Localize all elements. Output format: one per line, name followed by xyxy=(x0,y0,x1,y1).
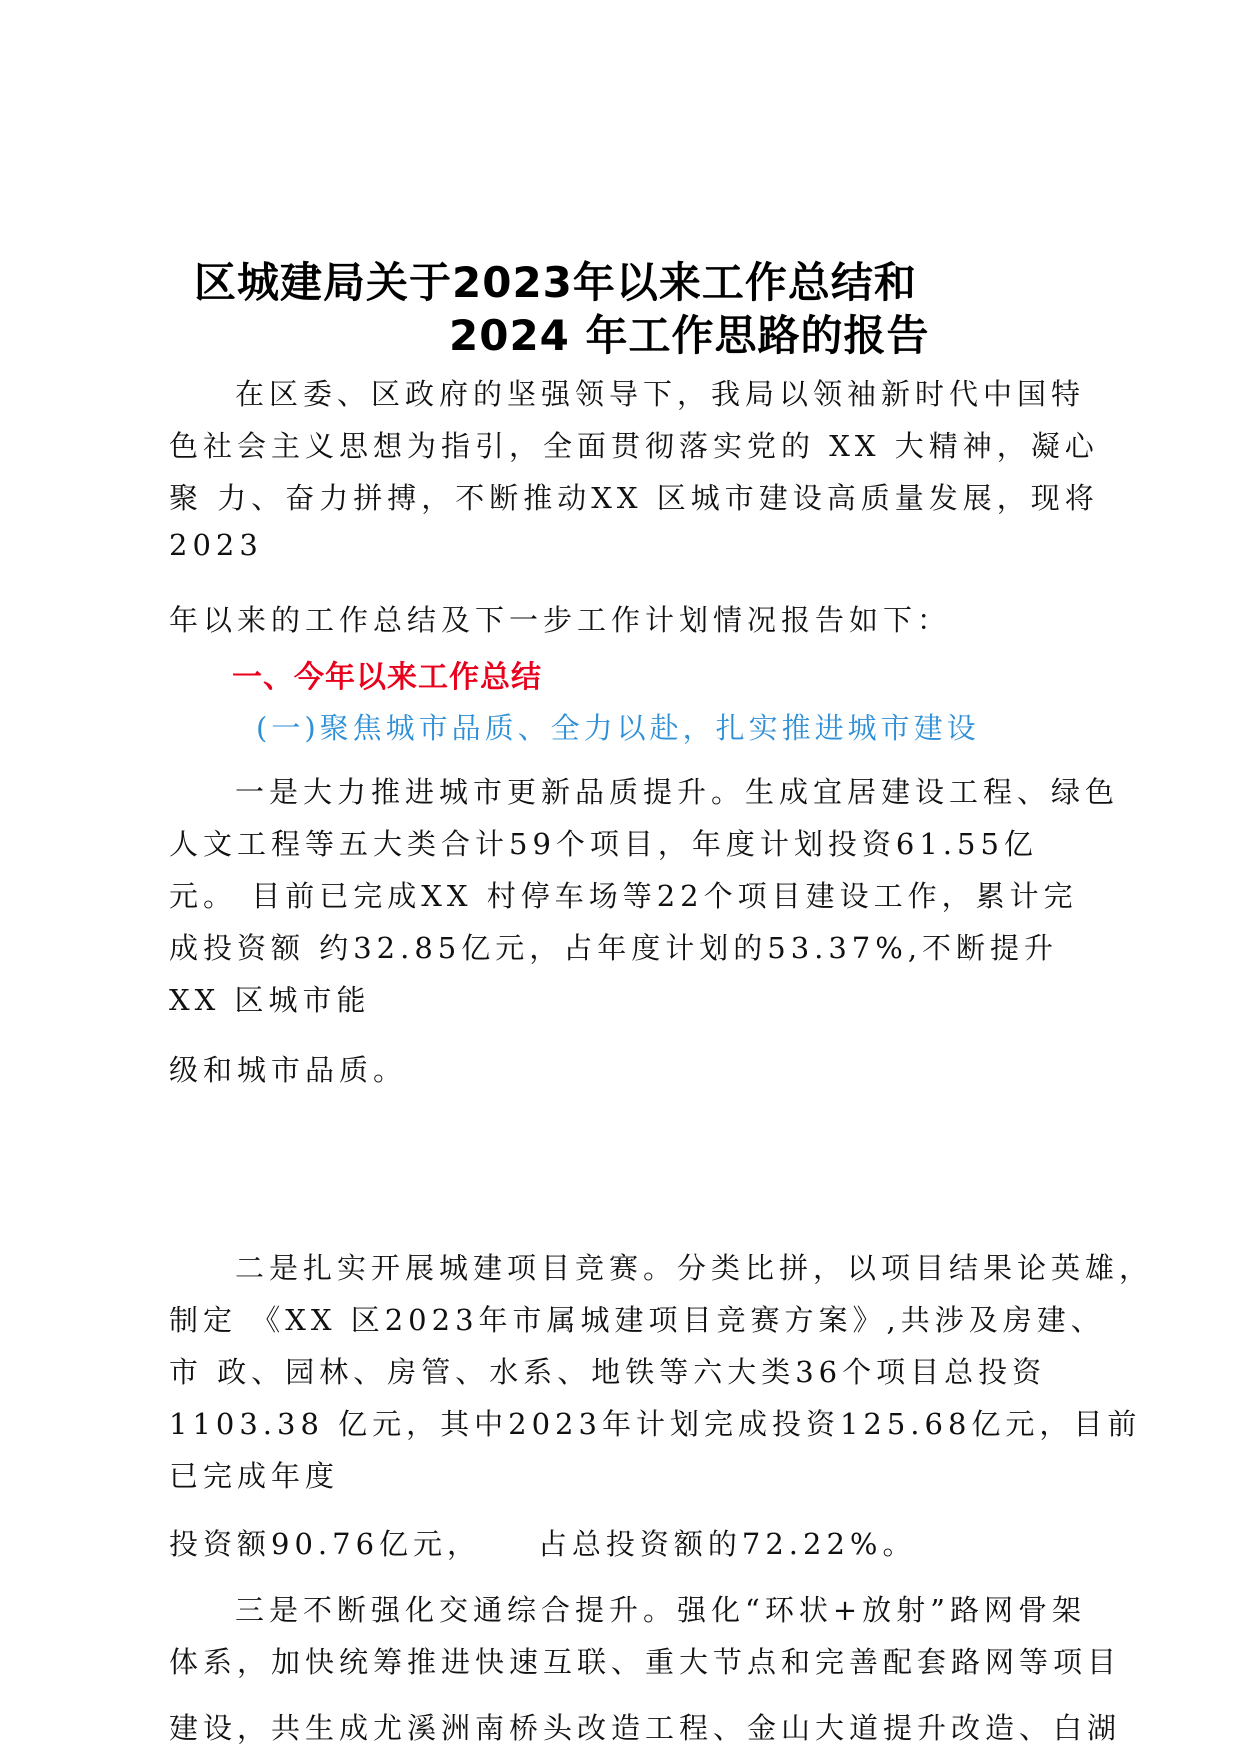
section-subheading: (一)聚焦城市品质、全力以赴，扎实推进城市建设 xyxy=(256,711,980,745)
para1-line-4: 成投资额 约32.85亿元，占年度计划的53.37%,不断提升 xyxy=(169,931,1059,965)
intro-line-5: 年以来的工作总结及下一步工作计划情况报告如下： xyxy=(169,603,952,637)
para1-line-3: 元。 目前已完成XX 村停车场等22个项目建设工作，累计完 xyxy=(169,879,1078,913)
intro-line-4: 2023 xyxy=(169,528,263,562)
para3-line-2: 体系，加快统筹推进快速互联、重大节点和完善配套路网等项目 xyxy=(169,1645,1122,1679)
document-title-line-2: 2024 年工作思路的报告 xyxy=(449,311,930,360)
para2-line-3: 市 政、园林、房管、水系、地铁等六大类36个项目总投资 xyxy=(169,1355,1047,1389)
section-heading: 一、今年以来工作总结 xyxy=(232,660,542,695)
para2-line-4: 1103.38 亿元，其中2023年计划完成投资125.68亿元，目前 xyxy=(169,1407,1142,1441)
para3-line-3: 建设，共生成尤溪洲南桥头改造工程、金山大道提升改造、白湖 xyxy=(169,1711,1122,1745)
intro-line-2: 色社会主义思想为指引，全面贯彻落实党的 XX 大精神，凝心 xyxy=(169,429,1099,463)
para2-line-2: 制定 《XX 区2023年市属城建项目竞赛方案》,共涉及房建、 xyxy=(169,1303,1105,1337)
intro-line-3: 聚 力、奋力拼搏，不断推动XX 区城市建设高质量发展，现将 xyxy=(169,481,1099,515)
intro-line-1: 在区委、区政府的坚强领导下，我局以领袖新时代中国特 xyxy=(235,377,1086,411)
para1-line-6: 级和城市品质。 xyxy=(169,1053,408,1087)
para1-line-2: 人文工程等五大类合计59个项目，年度计划投资61.55亿 xyxy=(169,827,1038,861)
para2-line-5: 已完成年度 xyxy=(169,1459,340,1493)
para3-line-1: 三是不断强化交通综合提升。强化“环状+放射”路网骨架 xyxy=(235,1593,1086,1627)
para1-line-1: 一是大力推进城市更新品质提升。生成宜居建设工程、绿色 xyxy=(235,775,1120,809)
para2-line-6: 投资额90.76亿元， 占总投资额的72.22%。 xyxy=(169,1527,917,1561)
para2-line-1: 二是扎实开展城建项目竞赛。分类比拼，以项目结果论英雄， xyxy=(235,1251,1154,1285)
para1-line-5: XX 区城市能 xyxy=(169,983,371,1017)
document-title-line-1: 区城建局关于2023年以来工作总结和 xyxy=(194,258,917,307)
